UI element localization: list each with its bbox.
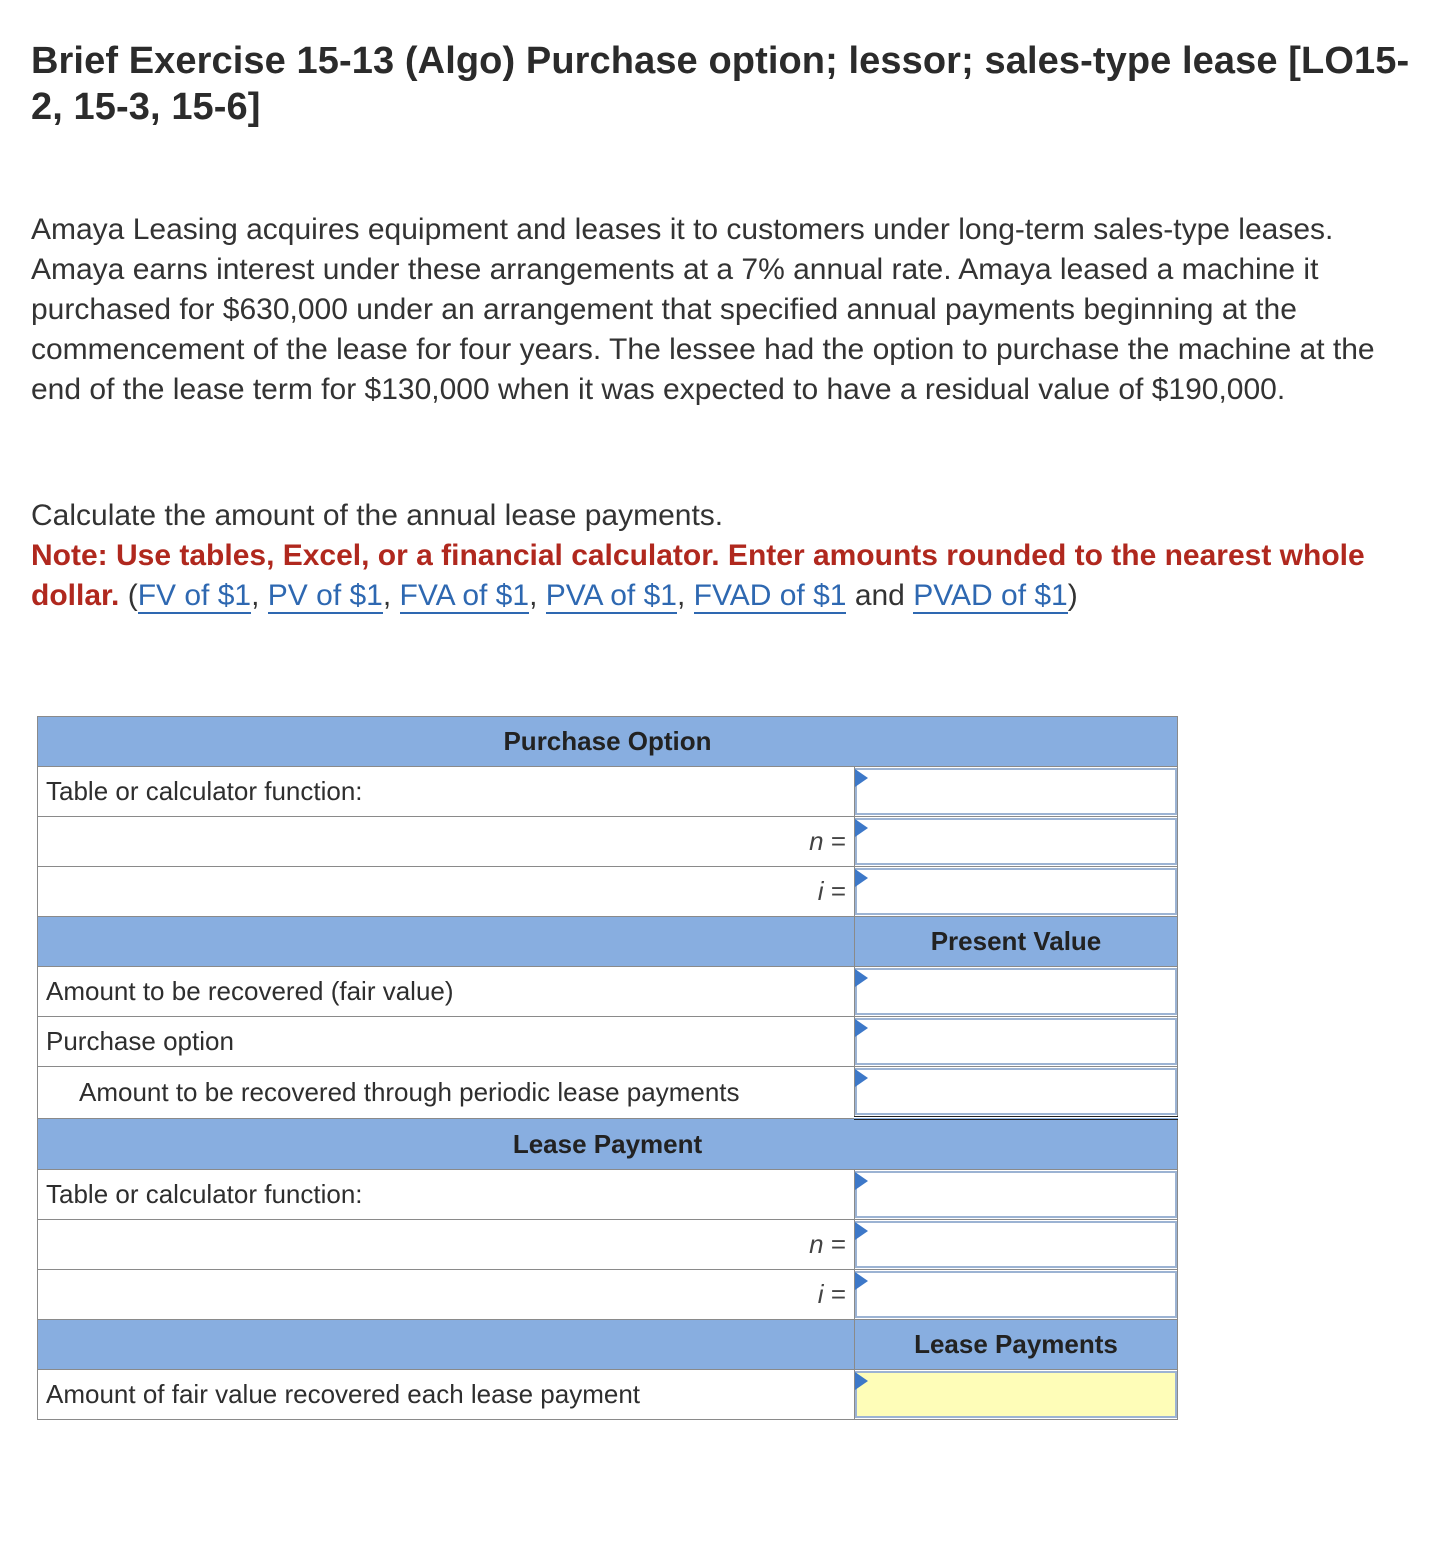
links-and: and (854, 579, 905, 612)
note-text: Note: Use tables, Excel, or a financial calculator. Enter amounts rounded to the nearest whole dollar. (31, 539, 1365, 612)
fair-value-input[interactable] (855, 968, 1177, 1015)
links-close-paren: ) (1067, 579, 1078, 612)
lease-payment-amount-label: Amount of fair value recovered each lease payment (38, 1370, 855, 1420)
dropdown-flag-icon (855, 1172, 868, 1190)
lease-payments-header-blank (38, 1320, 855, 1370)
i-variable: i (817, 876, 824, 906)
lease-payments-header: Lease Payments (855, 1320, 1178, 1370)
equals-sign: = (830, 1279, 846, 1309)
lease-payment-amount-cell (855, 1370, 1178, 1420)
fair-value-row (38, 967, 1178, 1017)
periodic-recovery-input[interactable] (855, 1068, 1177, 1115)
lease-payment-amount-row (38, 1370, 1178, 1420)
lp-function-cell (855, 1170, 1178, 1220)
link-separator: , (529, 579, 546, 612)
dropdown-flag-icon (855, 1019, 868, 1037)
po-function-row (38, 767, 1178, 817)
dropdown-flag-icon (855, 1272, 868, 1290)
lp-i-input[interactable] (855, 1271, 1177, 1318)
fair-value-label: Amount to be recovered (fair value) (38, 967, 855, 1017)
equals-sign: = (830, 826, 846, 856)
lp-function-label: Table or calculator function: (38, 1170, 855, 1220)
lease-payment-header-row (38, 1118, 1178, 1170)
periodic-recovery-row (38, 1067, 1178, 1119)
dropdown-flag-icon (855, 1372, 868, 1390)
purchase-option-header: Purchase Option (38, 717, 1178, 767)
instructions-block (31, 496, 1426, 616)
problem-statement: Amaya Leasing acquires equipment and leases it to customers under long-term sales-type leases. Amaya earns interest under these arrangements at a 7% annual rate. Amaya leased a machine it purchased for $630,000 under an arrangement that specified annual payments beginning at the commencement of the lease for four years. The lessee had the option to purchase the machine at the end of the lease term for $130,000 when it was expected to have a residual value of $190,000. (31, 213, 1375, 406)
lp-n-label (38, 1220, 855, 1270)
purchase-option-cell (855, 1017, 1178, 1067)
purchase-option-row (38, 1017, 1178, 1067)
purchase-option-header-row (38, 717, 1178, 767)
dropdown-flag-icon (855, 819, 868, 837)
lease-payment-header: Lease Payment (38, 1118, 1178, 1170)
present-value-header-blank (38, 917, 855, 967)
purchase-option-input[interactable] (855, 1018, 1177, 1065)
po-function-input[interactable] (855, 768, 1177, 815)
links-open-paren: ( (127, 579, 138, 612)
pv-table-link[interactable]: PV of $1 (267, 579, 383, 612)
lp-i-cell (855, 1270, 1178, 1320)
periodic-recovery-cell (855, 1067, 1178, 1119)
lease-payments-header-row (38, 1320, 1178, 1370)
pvad-table-link[interactable]: PVAD of $1 (913, 579, 1068, 612)
equals-sign: = (830, 876, 846, 906)
link-separator: , (676, 579, 694, 612)
po-n-row (38, 817, 1178, 867)
fvad-table-link[interactable]: FVAD of $1 (693, 579, 847, 612)
lp-n-cell (855, 1220, 1178, 1270)
lp-function-row (38, 1170, 1178, 1220)
lp-i-row (38, 1270, 1178, 1320)
dropdown-flag-icon (855, 1222, 868, 1240)
link-separator: , (382, 579, 400, 612)
fv-table-link[interactable]: FV of $1 (137, 579, 252, 612)
po-n-input[interactable] (855, 818, 1177, 865)
lp-function-input[interactable] (855, 1171, 1177, 1218)
po-i-row (38, 867, 1178, 917)
lp-i-label (38, 1270, 855, 1320)
dropdown-flag-icon (855, 1069, 868, 1087)
equals-sign: = (830, 1229, 846, 1259)
present-value-header-row (38, 917, 1178, 967)
link-separator: , (251, 579, 268, 612)
exercise-container (31, 38, 1426, 612)
page-title: Brief Exercise 15-13 (Algo) Purchase option; lessor; sales-type lease [LO15-2, 15-3, 15-6] (31, 40, 1410, 128)
fair-value-cell (855, 967, 1178, 1017)
po-i-cell (855, 867, 1178, 917)
po-n-label (38, 817, 855, 867)
present-value-header: Present Value (855, 917, 1178, 967)
po-i-label (38, 867, 855, 917)
lp-n-row (38, 1220, 1178, 1270)
n-variable: n (809, 1229, 824, 1259)
dropdown-flag-icon (855, 869, 868, 887)
dropdown-flag-icon (855, 769, 868, 787)
note-line (31, 536, 1426, 616)
lp-n-input[interactable] (855, 1221, 1177, 1268)
periodic-recovery-label: Amount to be recovered through periodic lease payments (38, 1067, 855, 1119)
lease-worksheet (37, 716, 1178, 1420)
pva-table-link[interactable]: PVA of $1 (545, 579, 677, 612)
po-i-input[interactable] (855, 868, 1177, 915)
i-variable: i (817, 1279, 824, 1309)
dropdown-flag-icon (855, 969, 868, 987)
instruction-text: Calculate the amount of the annual lease payments. (31, 499, 724, 532)
po-function-label: Table or calculator function: (38, 767, 855, 817)
lease-payment-amount-input[interactable] (855, 1371, 1177, 1418)
n-variable: n (809, 826, 824, 856)
po-function-cell (855, 767, 1178, 817)
purchase-option-label: Purchase option (38, 1017, 855, 1067)
fva-table-link[interactable]: FVA of $1 (399, 579, 530, 612)
po-n-cell (855, 817, 1178, 867)
